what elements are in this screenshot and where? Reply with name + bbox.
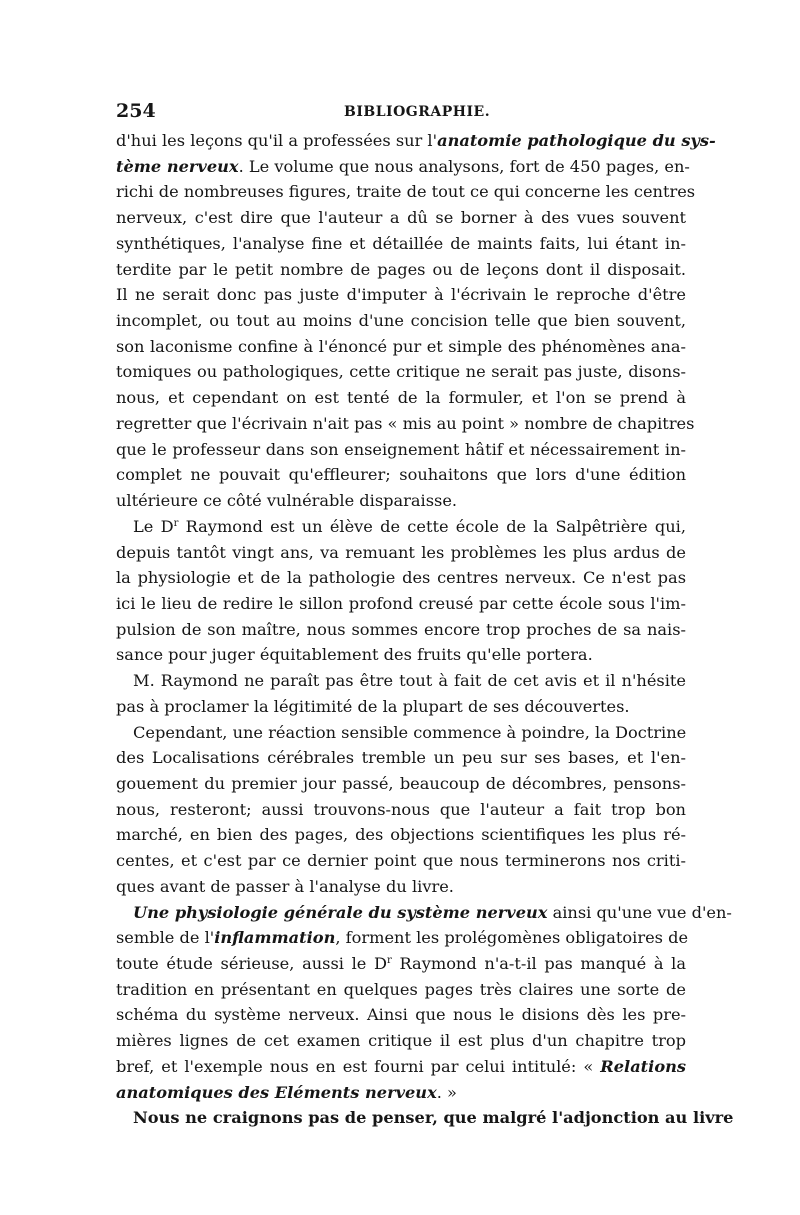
text-line: complet ne pouvait qu'effleurer; souhaitons que lors d'une édition [116, 465, 686, 485]
text-line: semble de l'inflammation, forment les prolégomènes obligatoires de [116, 928, 689, 948]
text-line: pulsion de son maître, nous sommes encore trop proches de sa nais- [116, 619, 686, 639]
text-line: nerveux, c'est dire que l'auteur a dû se borner à des vues souvent [116, 208, 686, 228]
text-line: Nous ne craignons pas de penser, que malgré l'adjonction au livre [133, 1108, 734, 1128]
text-line: ques avant de passer à l'analyse du livre. [116, 876, 454, 896]
text-line: que le professeur dans son enseignement hâtif et nécessairement in- [116, 439, 686, 459]
text-line: la physiologie et de la pathologie des centres nerveux. Ce n'est pas [116, 568, 686, 588]
text-line: nous, et cependant on est tenté de la formuler, et l'on se prend à [116, 388, 686, 408]
text-line: Le $D^r$ Raymond est un élève de cette école de la Salpêtrière qui, [133, 516, 686, 536]
text-line: centes, et c'est par ce dernier point que nous terminerons nos criti- [116, 851, 686, 871]
running-title: BIBLIOGRAPHIE. [344, 104, 491, 120]
text-line: terdite par le petit nombre de pages ou de leçons dont il disposait. [116, 259, 686, 279]
text-line: depuis tantôt vingt ans, va remuant les problèmes les plus ardus de [116, 542, 686, 562]
text-line: regretter que l'écrivain n'ait pas « mis au point » nombre de chapitres [116, 413, 695, 433]
text-line: son laconisme confine à l'énoncé pur et simple des phénomènes ana- [116, 336, 686, 356]
text-line: ultérieure ce côté vulnérable disparaisse. [116, 491, 458, 511]
text-line: nous, resteront; aussi trouvons-nous que l'auteur a fait trop bon [116, 799, 686, 819]
text-line: mières lignes de cet examen critique il est plus d'un chapitre trop [116, 1031, 686, 1051]
body-text [116, 128, 734, 1131]
text-line: toute étude sérieuse, aussi le $D^r$ Raymond n'a-t-il pas manqué à la [116, 954, 687, 973]
text-line: anatomiques des Eléments nerveux. » [116, 1082, 457, 1102]
text-line: bref, et l'exemple nous en est fourni par celui intitulé: « Relations [116, 1056, 686, 1076]
page-header [116, 100, 686, 126]
page-number: 254 [116, 100, 156, 122]
text-line: des Localisations cérébrales tremble un peu sur ses bases, et l'en- [116, 748, 686, 768]
text-line: Il ne serait donc pas juste d'imputer à l'écrivain le reproche d'être [116, 285, 686, 305]
text-line: tomiques ou pathologiques, cette critique ne serait pas juste, disons- [116, 362, 686, 382]
text-line: gouement du premier jour passé, beaucoup de décombres, pensons- [116, 773, 686, 793]
text-line: pas à proclamer la légitimité de la plupart de ses découvertes. [116, 696, 630, 716]
text-line: tème nerveux. Le volume que nous analysons, fort de 450 pages, en- [116, 156, 690, 176]
text-line: incomplet, ou tout au moins d'une concision telle que bien souvent, [116, 311, 686, 331]
text-line: ici le lieu de redire le sillon profond creusé par cette école sous l'im- [116, 593, 686, 613]
text-line: synthétiques, l'analyse fine et détaillée de maints faits, lui étant in- [116, 233, 686, 253]
text-line: Cependant, une réaction sensible commence à poindre, la Doctrine [133, 722, 687, 742]
text-line: M. Raymond ne paraît pas être tout à fait de cet avis et il n'hésite [133, 671, 686, 691]
text-line: tradition en présentant en quelques pages très claires une sorte de [116, 979, 686, 999]
text-line: richi de nombreuses figures, traite de tout ce qui concerne les centres [116, 182, 696, 202]
text-line: sance pour juger équitablement des fruits qu'elle portera. [116, 645, 593, 665]
text-line: d'hui les leçons qu'il a professées sur l'anatomie pathologique du sys- [116, 131, 716, 150]
text-line: marché, en bien des pages, des objections scientifiques les plus ré- [116, 825, 686, 845]
text-line: schéma du système nerveux. Ainsi que nous le disions dès les pre- [116, 1005, 686, 1025]
text-line: Une physiologie générale du système nerveux ainsi qu'une vue d'en- [133, 902, 732, 922]
